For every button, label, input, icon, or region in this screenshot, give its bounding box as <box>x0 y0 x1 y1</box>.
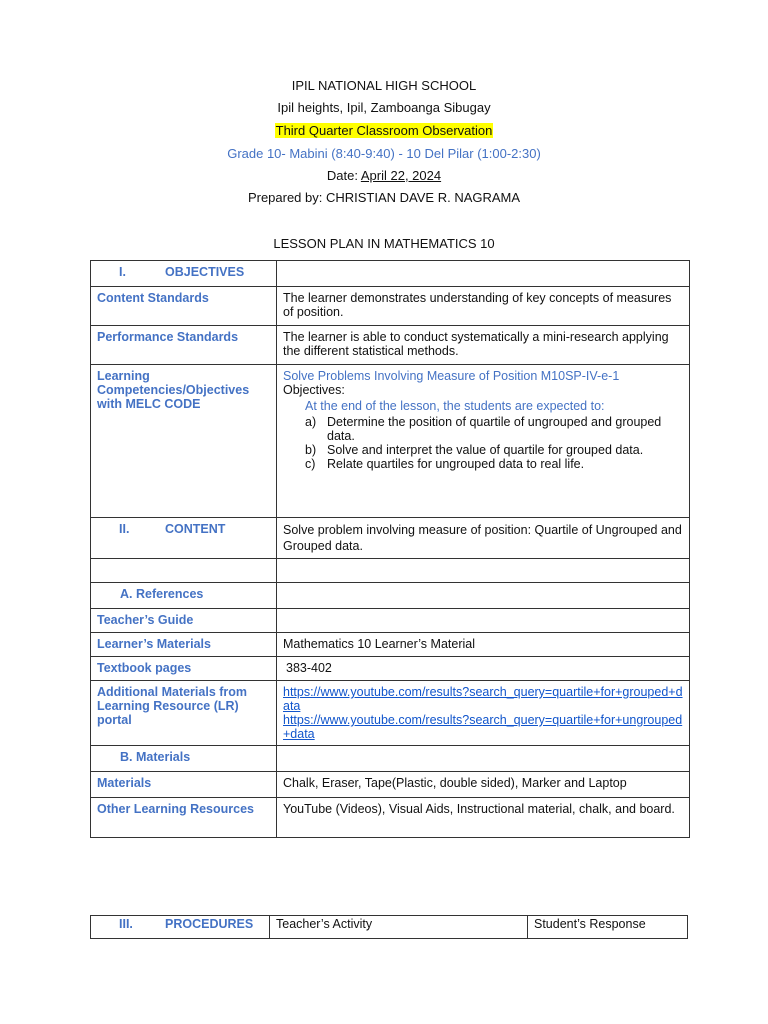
row-textbook <box>91 657 690 681</box>
row-teachers-guide <box>91 609 690 633</box>
row-materials-section <box>91 746 690 772</box>
textbook-label: Textbook pages <box>91 657 277 681</box>
materials-value: Chalk, Eraser, Tape(Plastic, double sided), Marker and Laptop <box>277 772 690 798</box>
youtube-link-grouped[interactable]: https://www.youtube.com/results?search_query=quartile+for+grouped+data <box>283 685 683 713</box>
performance-standards-value: The learner is able to conduct systematically a mini-research applying the different statistical methods. <box>277 326 690 365</box>
objectives-intro: At the end of the lesson, the students are expected to: <box>305 399 605 413</box>
youtube-link-ungrouped[interactable]: https://www.youtube.com/results?search_query=quartile+for+ungrouped+data <box>283 713 683 741</box>
content-label: CONTENT <box>165 522 226 536</box>
school-name: IPIL NATIONAL HIGH SCHOOL <box>291 78 477 93</box>
date-label: Date: <box>326 168 361 183</box>
date-line <box>0 168 768 183</box>
list-item <box>305 457 683 471</box>
materials-section-label: B. Materials <box>91 746 277 772</box>
materials-label: Materials <box>91 772 277 798</box>
observation-title <box>0 123 768 138</box>
procedures-label: PROCEDURES <box>165 917 254 931</box>
competencies-cell <box>277 365 690 518</box>
list-marker: b) <box>305 443 317 457</box>
additional-label: Additional Materials from Learning Resource (LR) portal <box>91 681 277 746</box>
content-heading <box>91 518 277 559</box>
teachers-guide-value <box>277 609 690 633</box>
school-address: Ipil heights, Ipil, Zamboanga Sibugay <box>277 100 491 115</box>
list-item <box>305 415 683 443</box>
row-other-resources <box>91 798 690 838</box>
objectives-num: I. <box>119 265 126 279</box>
objectives-empty-cell <box>277 261 690 287</box>
content-standards-label: Content Standards <box>91 287 277 326</box>
date-value: April 22, 2024 <box>360 168 442 183</box>
textbook-value: 383-402 <box>277 657 690 681</box>
teachers-guide-label: Teacher’s Guide <box>91 609 277 633</box>
references-label: A. References <box>91 583 277 609</box>
objectives-subheading: Objectives: <box>283 383 345 397</box>
competency-title: Solve Problems Involving Measure of Position M10SP-IV-e-1 <box>283 369 620 383</box>
row-learners-materials <box>91 633 690 657</box>
row-references <box>91 583 690 609</box>
lesson-plan-table <box>90 260 690 838</box>
content-value: Solve problem involving measure of position: Quartile of Ungrouped and Grouped data. <box>277 518 690 559</box>
row-content <box>91 518 690 559</box>
teacher-activity-header: Teacher’s Activity <box>270 916 528 939</box>
list-marker: c) <box>305 457 316 471</box>
lesson-plan-title: LESSON PLAN IN MATHEMATICS 10 <box>273 236 495 251</box>
procedures-heading <box>91 916 270 939</box>
procedures-header-row <box>91 916 688 939</box>
objectives-list <box>283 415 683 471</box>
row-materials <box>91 772 690 798</box>
row-empty <box>91 559 690 583</box>
prepared-by: Prepared by: CHRISTIAN DAVE R. NAGRAMA <box>247 190 521 205</box>
procedures-num: III. <box>119 917 133 931</box>
class-schedule: Grade 10- Mabini (8:40-9:40) - 10 Del Pilar (1:00-2:30) <box>227 146 541 161</box>
other-resources-label: Other Learning Resources <box>91 798 277 838</box>
learners-materials-value: Mathematics 10 Learner’s Material <box>277 633 690 657</box>
references-empty-cell <box>277 583 690 609</box>
student-response-header: Student’s Response <box>528 916 688 939</box>
performance-standards-label: Performance Standards <box>91 326 277 365</box>
empty-cell <box>277 559 690 583</box>
row-competencies <box>91 365 690 518</box>
objectives-label: OBJECTIVES <box>165 265 245 279</box>
content-standards-value: The learner demonstrates understanding of key concepts of measures of position. <box>277 287 690 326</box>
learners-materials-label: Learner’s Materials <box>91 633 277 657</box>
list-item <box>305 443 683 457</box>
list-text: Relate quartiles for ungrouped data to real life. <box>327 457 585 471</box>
additional-links-cell <box>277 681 690 746</box>
list-marker: a) <box>305 415 317 429</box>
row-content-standards <box>91 287 690 326</box>
procedures-table <box>90 915 688 939</box>
other-resources-value: YouTube (Videos), Visual Aids, Instructional material, chalk, and board. <box>277 798 690 838</box>
row-performance-standards <box>91 326 690 365</box>
row-objectives <box>91 261 690 287</box>
empty-cell <box>91 559 277 583</box>
list-text: Solve and interpret the value of quartile for grouped data. <box>327 443 644 457</box>
objectives-heading <box>91 261 277 287</box>
list-text: Determine the position of quartile of ungrouped and grouped data. <box>327 415 662 443</box>
materials-section-empty <box>277 746 690 772</box>
row-additional <box>91 681 690 746</box>
observation-highlight: Third Quarter Classroom Observation <box>275 123 493 138</box>
competencies-label: Learning Competencies/Objectives with MELC CODE <box>91 365 277 518</box>
content-num: II. <box>119 522 130 536</box>
